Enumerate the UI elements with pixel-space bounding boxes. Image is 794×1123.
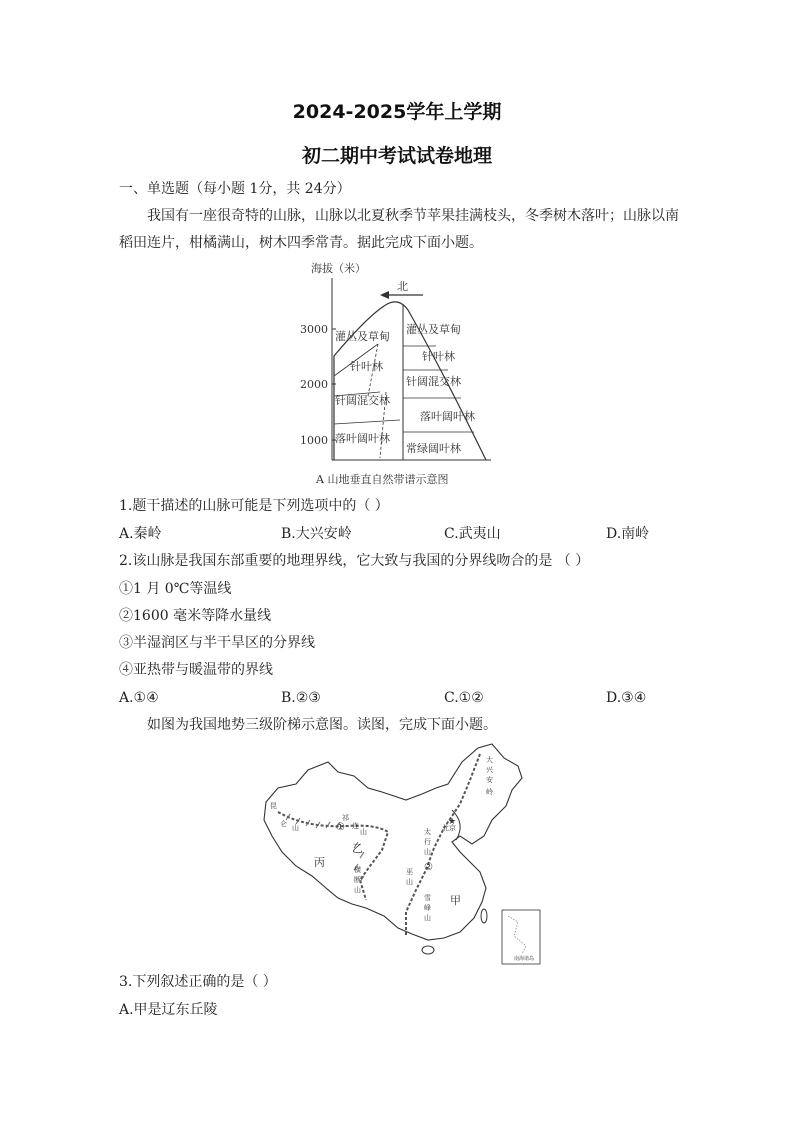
q2-option-d[interactable]: D.③④ xyxy=(606,690,647,706)
left-zone-3: 针阔混交林 xyxy=(335,394,390,407)
figure1-caption: A 山地垂直自然带谱示意图 xyxy=(316,473,449,486)
q2-option-a[interactable]: A.①④ xyxy=(119,690,159,706)
label-duan: 断 xyxy=(354,876,361,884)
label-da: 大 xyxy=(486,756,493,764)
label-ling: 岭 xyxy=(486,788,493,796)
label-tai: 太 xyxy=(424,828,431,836)
q2-option-b[interactable]: B.②③ xyxy=(281,690,321,706)
label-bing: 丙 xyxy=(314,856,325,869)
left-zone-2: 针叶林 xyxy=(350,360,383,373)
right-zone-2: 针叶林 xyxy=(422,350,455,363)
label-circle-2: ② xyxy=(424,862,433,873)
q1-option-d[interactable]: D.南岭 xyxy=(606,526,650,542)
q3-stem: 3.下列叙述正确的是（ ） xyxy=(119,974,277,990)
tick-3000: 3000 xyxy=(300,323,328,336)
tick-2000: 2000 xyxy=(300,378,328,391)
q1-option-a[interactable]: A.秦岭 xyxy=(119,526,162,542)
tick-1000: 1000 xyxy=(300,434,328,447)
step-boundary-2 xyxy=(406,754,480,936)
passage-map-intro: 如图为我国地势三级阶梯示意图。读图，完成下面小题。 xyxy=(147,717,497,733)
label-lian: 连 xyxy=(352,822,359,830)
label-shan-ql: 山 xyxy=(360,828,367,836)
label-shan-xf: 山 xyxy=(424,914,431,922)
q1-stem: 1.题干描述的山脉可能是下列选项中的（ ） xyxy=(119,498,389,514)
q3-option-a[interactable]: A.甲是辽东丘陵 xyxy=(119,1002,218,1018)
china-outline xyxy=(264,744,522,940)
right-zone-4: 落叶阔叶林 xyxy=(420,410,475,423)
inset-label: 南海诸岛 xyxy=(514,956,535,962)
vertical-zonation-diagram xyxy=(296,258,506,490)
label-xing: 兴 xyxy=(486,766,493,774)
label-an: 安 xyxy=(486,776,493,784)
ylabel: 海拔（米） xyxy=(311,262,366,275)
right-zone-1: 灌丛及草甸 xyxy=(406,323,461,336)
q2-item-1: ①1 月 0℃等温线 xyxy=(119,581,232,597)
label-shan-kl: 山 xyxy=(292,824,299,832)
q2-item-4: ④亚热带与暖温带的界线 xyxy=(119,662,273,678)
passage-line-2: 稻田连片，柑橘满山，树木四季常青。据此完成下面小题。 xyxy=(119,235,483,251)
q2-item-3: ③半湿润区与半干旱区的分界线 xyxy=(119,635,315,651)
section-heading: 一、单选题（每小题 1分，共 24分） xyxy=(119,181,351,197)
label-kun: 昆 xyxy=(270,802,277,810)
right-zone-3: 针阔混交林 xyxy=(406,375,461,388)
label-shan-hd: 山 xyxy=(354,886,361,894)
q2-option-c[interactable]: C.①② xyxy=(444,690,484,706)
china-terrain-map xyxy=(256,740,546,968)
label-circle-1: ① xyxy=(336,822,345,833)
label-xue: 雪 xyxy=(424,894,431,902)
exam-title-year: 2024-2025学年上学期 xyxy=(292,101,502,123)
label-qi: 祁 xyxy=(342,814,349,822)
label-feng: 峰 xyxy=(424,904,431,912)
label-yi: 乙 xyxy=(352,842,363,855)
left-zone-1: 灌丛及草甸 xyxy=(335,330,390,343)
beijing-star: ★ xyxy=(448,817,457,827)
q1-option-c[interactable]: C.武夷山 xyxy=(444,526,501,542)
q2-item-2: ②1600 毫米等降水量线 xyxy=(119,608,272,624)
label-heng: 横 xyxy=(354,866,361,874)
label-hang: 行 xyxy=(424,838,431,846)
label-jia: 甲 xyxy=(450,894,461,907)
exam-title-subject: 初二期中考试试卷地理 xyxy=(301,145,492,167)
label-shan-th: 山 xyxy=(424,848,431,856)
q2-stem: 2.该山脉是我国东部重要的地理界线，它大致与我国的分界线吻合的是 （ ） xyxy=(119,553,590,569)
q1-option-b[interactable]: B.大兴安岭 xyxy=(281,526,352,542)
north-label: 北 xyxy=(397,280,408,293)
label-lun: 仑 xyxy=(280,820,287,828)
left-zone-4: 落叶阔叶林 xyxy=(335,432,390,445)
label-wu: 巫 xyxy=(406,868,413,876)
label-shan-ws: 山 xyxy=(406,878,413,886)
right-zone-5: 常绿阔叶林 xyxy=(406,442,461,455)
label-beijing: 北京 xyxy=(442,824,456,832)
passage-line-1: 我国有一座很奇特的山脉，山脉以北夏秋季节苹果挂满枝头，冬季树木落叶；山脉以南 xyxy=(147,208,679,224)
